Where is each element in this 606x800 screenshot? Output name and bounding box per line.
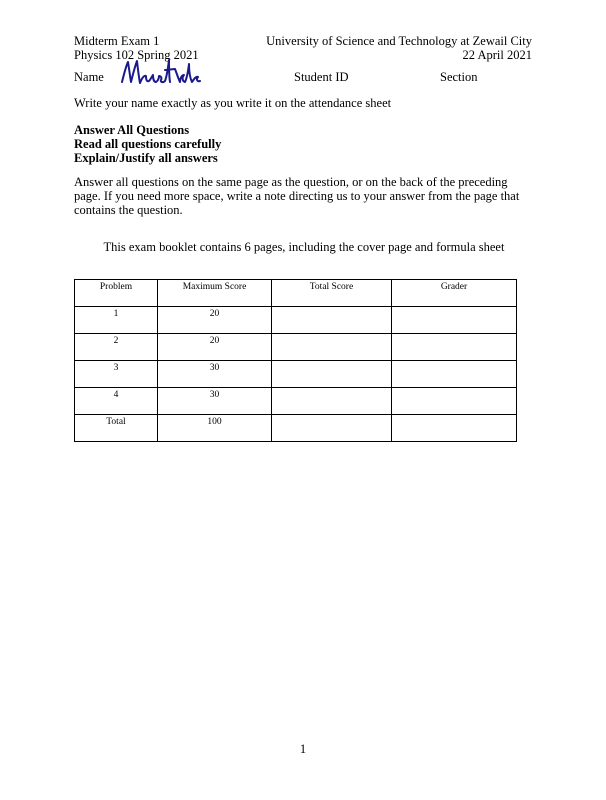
grader-cell [392,388,517,415]
exam-title: Midterm Exam 1 [74,34,160,48]
booklet-note: This exam booklet contains 6 pages, including the cover page and formula sheet [103,240,505,254]
header-maximum-score: Maximum Score [158,280,272,307]
instructions-paragraph: Answer all questions on the same page as the question, or on the back of the preceding page. If you need more space, write a note directing us to your answer from the page that contains the question. [74,175,520,217]
handwritten-signature [118,56,204,90]
table-row [75,334,517,361]
total-score-cell [272,361,392,388]
university-name: University of Science and Technology at Zewail City [266,34,532,48]
exam-date: 22 April 2021 [462,48,532,62]
student-id-label: Student ID [294,70,349,84]
attendance-note: Write your name exactly as you write it on the attendance sheet [74,96,392,110]
grader-cell [392,415,517,442]
max-score-cell: 30 [158,388,272,415]
grader-cell [392,361,517,388]
problem-cell: 2 [75,334,158,361]
header-problem: Problem [75,280,158,307]
table-row [75,388,517,415]
name-label: Name [74,70,104,84]
rule-item: Answer All Questions [74,123,190,137]
page-number: 1 [299,742,307,756]
max-score-cell: 20 [158,334,272,361]
max-score-cell: 30 [158,361,272,388]
table-row [75,307,517,334]
rule-item: Read all questions carefully [74,137,222,151]
section-label: Section [440,70,478,84]
table-row [75,361,517,388]
total-score-cell [272,307,392,334]
max-score-cell: 100 [158,415,272,442]
header-total-score: Total Score [272,280,392,307]
score-table [74,279,517,442]
table-row [75,415,517,442]
problem-cell: 3 [75,361,158,388]
grader-cell [392,334,517,361]
max-score-cell: 20 [158,307,272,334]
problem-cell: Total [75,415,158,442]
header-right [266,34,532,62]
total-score-cell [272,334,392,361]
problem-cell: 1 [75,307,158,334]
grader-cell [392,307,517,334]
course-title: Physics 102 Spring 2021 [74,48,199,62]
problem-cell: 4 [75,388,158,415]
rules-list [74,123,221,165]
rule-item: Explain/Justify all answers [74,151,218,165]
score-table-header-row [75,280,517,307]
total-score-cell [272,415,392,442]
header-grader: Grader [392,280,517,307]
total-score-cell [272,388,392,415]
